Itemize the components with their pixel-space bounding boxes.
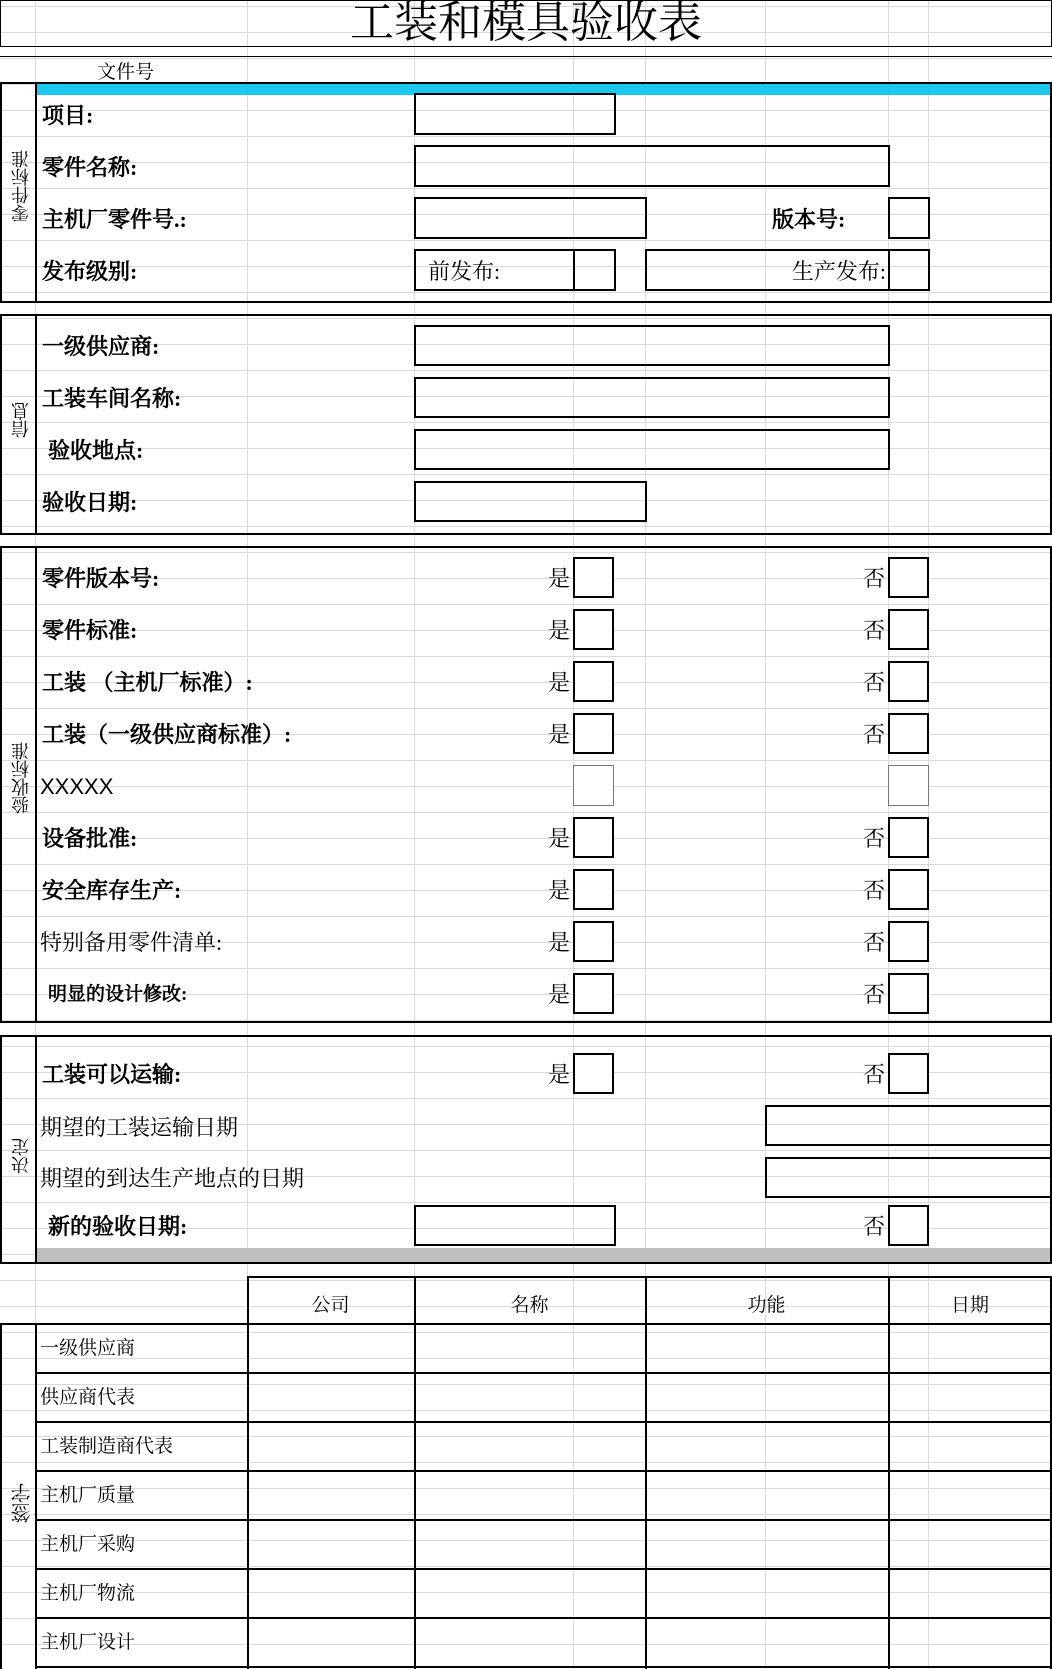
signature-cell[interactable] <box>890 1571 1050 1616</box>
version-no-field[interactable] <box>888 197 930 239</box>
criteria-no-checkbox[interactable] <box>888 661 929 702</box>
signature-header: 功能 <box>747 1295 786 1316</box>
ship-label: 工装可以运输: <box>42 1062 182 1087</box>
page-title: 工装和模具验收表 <box>350 0 702 47</box>
criteria-yes-checkbox[interactable] <box>573 921 614 962</box>
signature-cell[interactable] <box>890 1620 1050 1665</box>
prod-release-label: 生产发布: <box>791 259 886 284</box>
doc-number-label: 文件号 <box>97 62 155 83</box>
signature-role: 供应商代表 <box>40 1387 136 1408</box>
project-label: 项目: <box>42 103 94 128</box>
signature-cell[interactable] <box>416 1571 643 1616</box>
criteria-no-checkbox[interactable] <box>888 921 929 962</box>
signature-cell[interactable] <box>416 1620 643 1665</box>
section-label-signature: 签字 <box>12 1483 34 1523</box>
criteria-no-checkbox[interactable] <box>888 973 929 1014</box>
signature-role: 工装制造商代表 <box>40 1436 174 1457</box>
decision-footer-bar <box>37 1248 1050 1262</box>
pre-release-label: 前发布: <box>428 259 501 284</box>
signature-cell[interactable] <box>647 1620 886 1665</box>
signature-cell[interactable] <box>249 1571 412 1616</box>
signature-role: 主机厂设计 <box>40 1632 136 1653</box>
date-label: 验收日期: <box>42 490 138 515</box>
signature-cell[interactable] <box>647 1473 886 1518</box>
ship-no-checkbox[interactable] <box>888 1053 929 1094</box>
criteria-no-label: 否 <box>862 982 885 1007</box>
criteria-label: 零件标准: <box>42 618 138 643</box>
section-divider <box>35 82 37 303</box>
criteria-yes-label: 是 <box>547 878 570 903</box>
signature-cell[interactable] <box>890 1522 1050 1567</box>
signature-cell[interactable] <box>416 1424 643 1469</box>
criteria-label: XXXXX <box>40 774 114 799</box>
criteria-label: 特别备用零件清单: <box>40 930 223 955</box>
table-rule <box>35 1421 1052 1423</box>
table-rule <box>35 1666 1052 1668</box>
criteria-label: 工装（一级供应商标准）: <box>42 722 292 747</box>
oem-part-no-field[interactable] <box>414 197 647 239</box>
signature-header: 公司 <box>311 1295 350 1316</box>
ship-yes-checkbox[interactable] <box>573 1053 614 1094</box>
signature-cell[interactable] <box>416 1522 643 1567</box>
supplier-label: 一级供应商: <box>42 334 160 359</box>
signature-cell[interactable] <box>416 1326 643 1371</box>
criteria-yes-checkbox[interactable] <box>573 557 614 598</box>
criteria-yes-checkbox[interactable] <box>573 765 614 806</box>
new-date-no-label: 否 <box>862 1214 885 1239</box>
version-no-label: 版本号: <box>772 207 846 232</box>
criteria-label: 安全库存生产: <box>42 878 182 903</box>
pre-release-checkbox[interactable] <box>573 249 616 291</box>
signature-role: 一级供应商 <box>40 1338 136 1359</box>
criteria-no-checkbox[interactable] <box>888 609 929 650</box>
project-field[interactable] <box>414 93 616 135</box>
part-name-label: 零件名称: <box>42 155 138 180</box>
criteria-yes-label: 是 <box>547 566 570 591</box>
signature-cell[interactable] <box>249 1424 412 1469</box>
section-label-info: 信息 <box>11 402 31 438</box>
date-field[interactable] <box>414 481 647 522</box>
criteria-yes-checkbox[interactable] <box>573 609 614 650</box>
criteria-yes-label: 是 <box>547 982 570 1007</box>
criteria-yes-label: 是 <box>547 930 570 955</box>
oem-part-no-label: 主机厂零件号.: <box>42 207 187 232</box>
new-date-label: 新的验收日期: <box>48 1214 188 1239</box>
criteria-yes-checkbox[interactable] <box>573 869 614 910</box>
signature-cell[interactable] <box>890 1473 1050 1518</box>
tool-shop-field[interactable] <box>414 377 890 418</box>
section-divider <box>35 1035 37 1264</box>
table-rule <box>35 1519 1052 1521</box>
criteria-label: 明显的设计修改: <box>48 984 188 1005</box>
signature-cell[interactable] <box>890 1424 1050 1469</box>
expected-ship-field[interactable] <box>765 1105 1052 1146</box>
table-rule <box>35 1470 1052 1472</box>
signature-header: 名称 <box>510 1295 549 1316</box>
ship-yes-label: 是 <box>547 1062 570 1087</box>
criteria-yes-checkbox[interactable] <box>573 713 614 754</box>
criteria-no-checkbox[interactable] <box>888 765 929 806</box>
criteria-no-label: 否 <box>862 670 885 695</box>
signature-header: 日期 <box>950 1295 989 1316</box>
signature-cell[interactable] <box>249 1522 412 1567</box>
signature-cell[interactable] <box>249 1620 412 1665</box>
criteria-no-label: 否 <box>862 618 885 643</box>
prod-release-checkbox[interactable] <box>888 249 930 291</box>
section-label-parts: 零件标准 <box>11 150 31 222</box>
criteria-yes-label: 是 <box>547 618 570 643</box>
signature-cell[interactable] <box>647 1424 886 1469</box>
supplier-field[interactable] <box>414 325 890 366</box>
signature-cell[interactable] <box>647 1571 886 1616</box>
signature-cell[interactable] <box>249 1326 412 1371</box>
criteria-yes-label: 是 <box>547 826 570 851</box>
ship-no-label: 否 <box>862 1062 885 1087</box>
table-rule <box>35 1372 1052 1374</box>
new-date-no-checkbox[interactable] <box>888 1205 929 1246</box>
table-rule <box>0 1323 1052 1325</box>
signature-cell[interactable] <box>890 1326 1050 1371</box>
signature-cell[interactable] <box>647 1522 886 1567</box>
expected-arrival-label: 期望的到达生产地点的日期 <box>40 1166 305 1191</box>
signature-cell[interactable] <box>416 1473 643 1518</box>
table-rule <box>247 1276 1052 1278</box>
section-label-decision: 决定 <box>11 1138 31 1174</box>
criteria-no-label: 否 <box>862 826 885 851</box>
signature-cell[interactable] <box>890 1375 1050 1420</box>
signature-role: 主机厂质量 <box>40 1485 136 1506</box>
table-rule <box>35 1617 1052 1619</box>
location-label: 验收地点: <box>48 438 144 463</box>
signature-cell[interactable] <box>249 1375 412 1420</box>
criteria-no-checkbox[interactable] <box>888 713 929 754</box>
release-level-label: 发布级别: <box>42 259 138 284</box>
criteria-no-label: 否 <box>862 722 885 747</box>
section-label-criteria: 验收标准 <box>11 742 31 814</box>
expected-ship-label: 期望的工装运输日期 <box>40 1115 239 1140</box>
signature-cell[interactable] <box>416 1375 643 1420</box>
criteria-no-label: 否 <box>862 878 885 903</box>
table-rule <box>35 1568 1052 1570</box>
criteria-no-label: 否 <box>862 930 885 955</box>
signature-role: 主机厂物流 <box>40 1583 136 1604</box>
criteria-no-label: 否 <box>862 566 885 591</box>
table-rule <box>0 1323 2 1669</box>
part-name-field[interactable] <box>414 145 890 187</box>
criteria-label: 零件版本号: <box>42 566 160 591</box>
location-field[interactable] <box>414 429 890 470</box>
title-rule <box>0 56 1052 57</box>
signature-cell[interactable] <box>249 1473 412 1518</box>
tool-shop-label: 工装车间名称: <box>42 386 182 411</box>
section-divider <box>35 314 37 535</box>
criteria-no-checkbox[interactable] <box>888 817 929 858</box>
criteria-yes-label: 是 <box>547 670 570 695</box>
criteria-yes-checkbox[interactable] <box>573 661 614 702</box>
criteria-yes-checkbox[interactable] <box>573 817 614 858</box>
expected-arrival-field[interactable] <box>765 1157 1052 1198</box>
signature-cell[interactable] <box>647 1375 886 1420</box>
criteria-yes-checkbox[interactable] <box>573 973 614 1014</box>
criteria-no-checkbox[interactable] <box>888 869 929 910</box>
criteria-label: 设备批准: <box>42 826 138 851</box>
signature-cell[interactable] <box>647 1326 886 1371</box>
criteria-label: 工装 （主机厂标准）: <box>42 670 253 695</box>
new-date-field[interactable] <box>414 1205 616 1246</box>
signature-role: 主机厂采购 <box>40 1534 136 1555</box>
criteria-yes-label: 是 <box>547 722 570 747</box>
grid-line <box>0 58 1052 59</box>
criteria-no-checkbox[interactable] <box>888 557 929 598</box>
section-divider <box>35 546 37 1023</box>
grid-line <box>0 1280 1052 1281</box>
